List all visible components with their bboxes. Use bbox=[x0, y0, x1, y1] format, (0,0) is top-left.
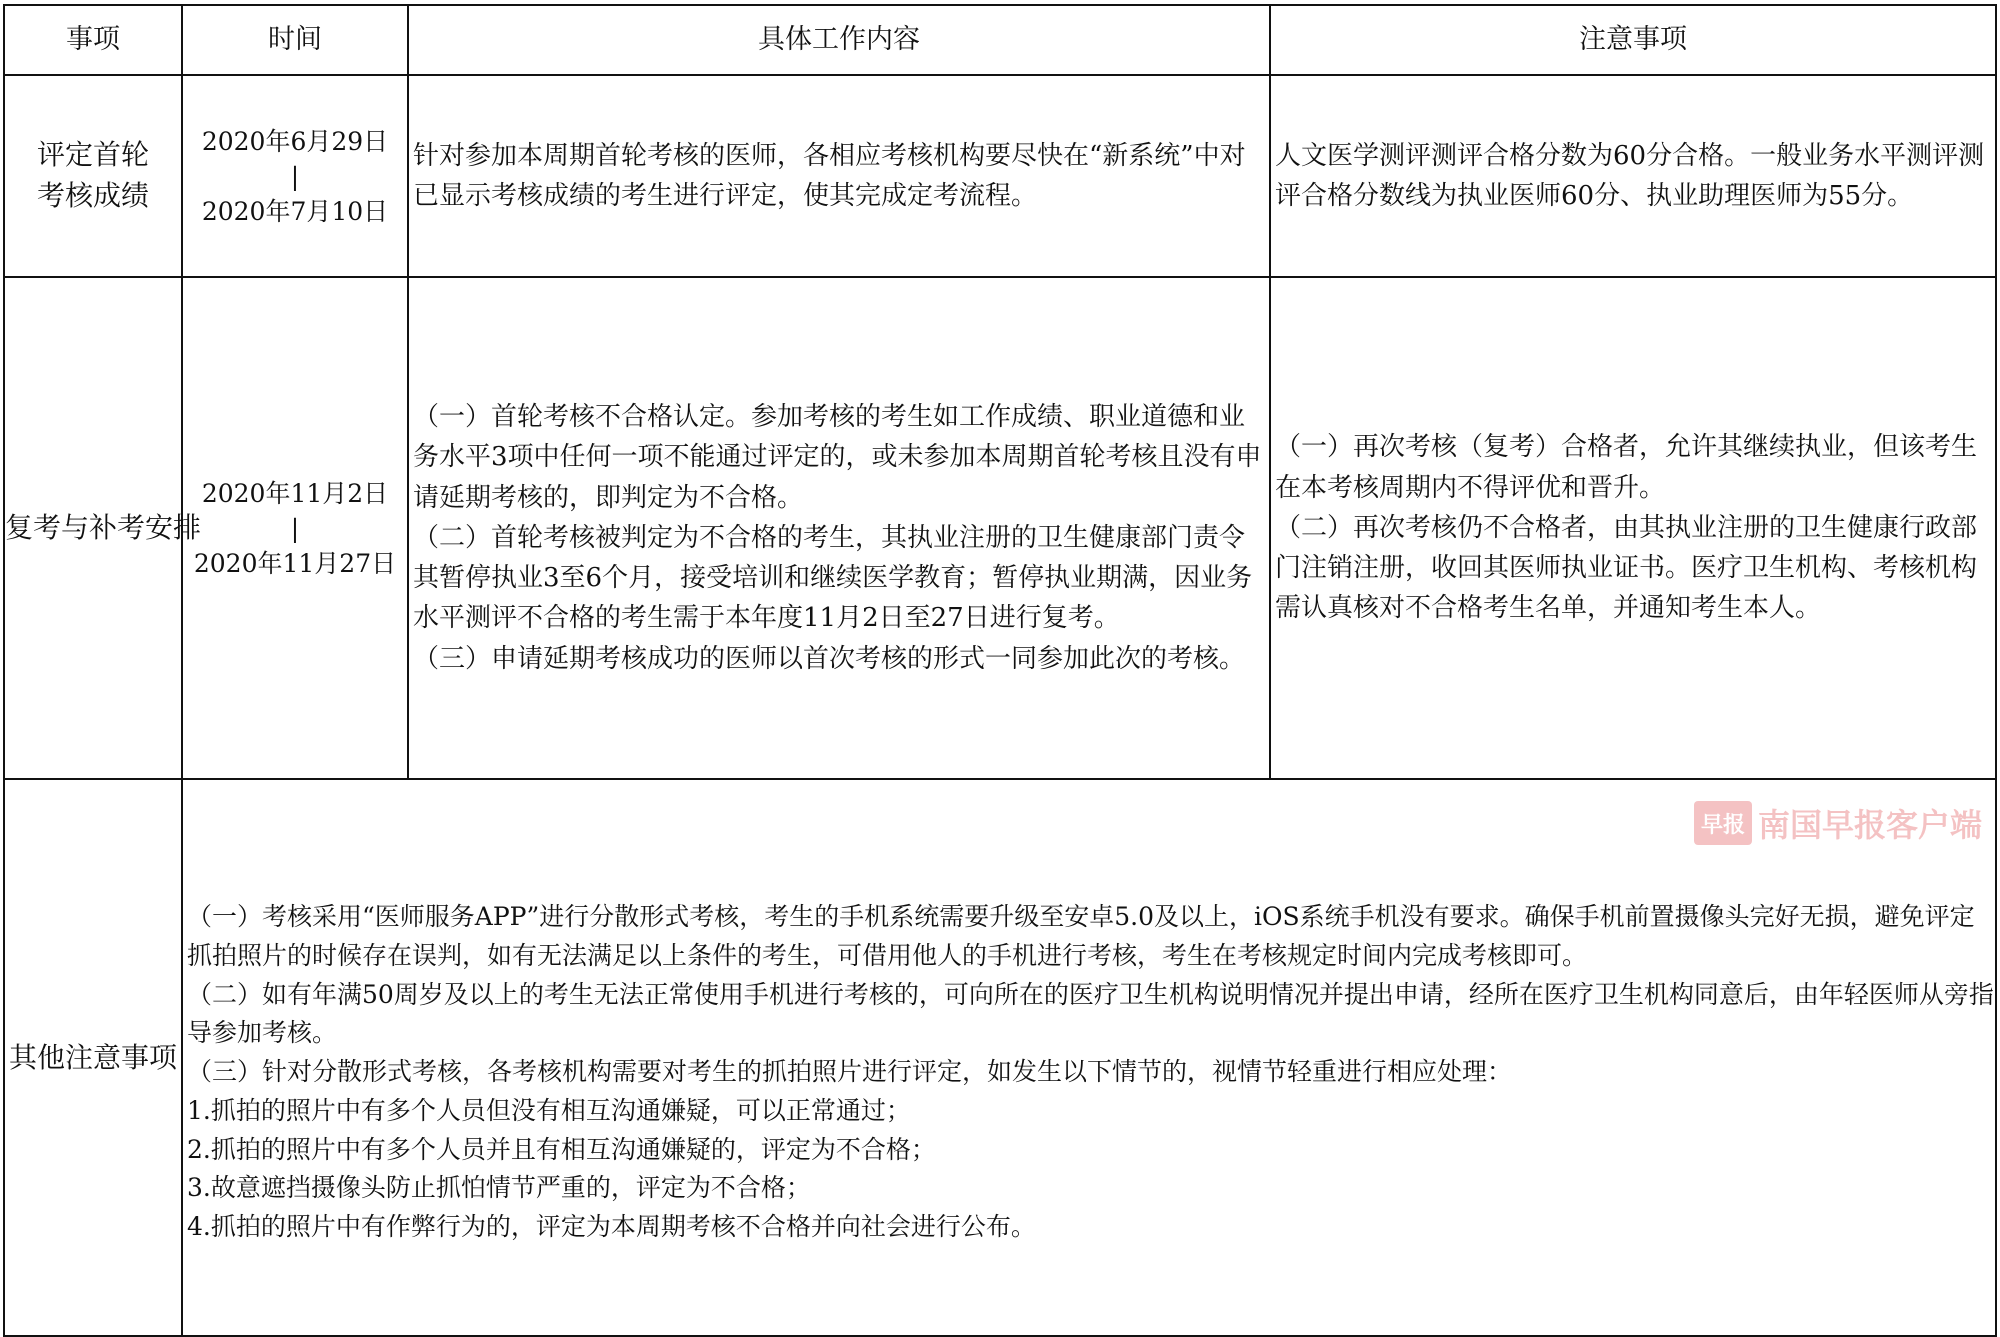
row-time bbox=[182, 75, 408, 277]
exam-schedule-table bbox=[3, 4, 1997, 1337]
time-start: 2020年11月2日 bbox=[201, 478, 389, 508]
content-paragraph: （一）考核采用“医师服务APP”进行分散形式考核，考生的手机系统需要升级至安卓5.0及以上，iOS系统手机没有要求。确保手机前置摄像头完好无损，避免评定抓拍照片的时候存在误判，如有无法满足以上条件的考生，可借用他人的手机进行考核，考生在考核规定时间内完成考核即可。 bbox=[187, 902, 1975, 970]
notes-paragraph: （二）再次考核仍不合格者，由其执业注册的卫生健康行政部门注销注册，收回其医师执业证书。医疗卫生机构、考核机构需认真核对不合格考生名单，并通知考生本人。 bbox=[1275, 512, 1978, 624]
time-separator: | bbox=[290, 513, 300, 543]
row-item bbox=[4, 75, 182, 277]
content-list-item: 1.抓拍的照片中有多个人员但没有相互沟通嫌疑，可以正常通过； bbox=[187, 1095, 911, 1125]
watermark-brand: 南国早报客户端 bbox=[1757, 806, 1982, 844]
content-paragraph: （二）如有年满50周岁及以上的考生无法正常使用手机进行考核的，可向所在的医疗卫生机构说明情况并提出申请，经所在医疗卫生机构同意后，由年轻医师从旁指导参加考核。 bbox=[187, 979, 1994, 1048]
row-notes bbox=[1270, 75, 1996, 277]
watermark bbox=[1694, 800, 1982, 846]
row-item-label: 复考与补考安排 bbox=[5, 511, 202, 545]
newspaper-logo-icon: 早报 bbox=[1694, 801, 1752, 845]
table-row bbox=[4, 75, 1996, 277]
notes-paragraph: （一）再次考核（复考）合格者，允许其继续执业，但该考生在本考核周期内不得评优和晋升。 bbox=[1275, 432, 1978, 503]
table-row bbox=[4, 779, 1996, 1336]
content-list-item: 4.抓拍的照片中有作弊行为的，评定为本周期考核不合格并向社会进行公布。 bbox=[187, 1212, 1036, 1242]
row-time bbox=[182, 277, 408, 779]
content-paragraph: （三）针对分散形式考核，各考核机构需要对考生的抓拍照片进行评定，如发生以下情节的，视情节轻重进行相应处理： bbox=[187, 1057, 1513, 1087]
notes-paragraph: 人文医学测评测评合格分数为60分合格。一般业务水平测评测评合格分数线为执业医师60分、执业助理医师为55分。 bbox=[1275, 140, 1985, 211]
time-start: 2020年6月29日 bbox=[201, 126, 389, 156]
header-time: 时间 bbox=[182, 5, 408, 75]
content-list-item: 3.故意遮挡摄像头防止抓怕情节严重的，评定为不合格； bbox=[187, 1173, 811, 1203]
content-paragraph: （二）首轮考核被判定为不合格的考生，其执业注册的卫生健康部门责令其暂停执业3至6个月，接受培训和继续医学教育；暂停执业期满，因业务水平测评不合格的考生需于本年度11月2日至27日进行复考。 bbox=[413, 522, 1253, 634]
time-end: 2020年7月10日 bbox=[201, 196, 389, 226]
row-content bbox=[182, 779, 1996, 1336]
row-content bbox=[408, 75, 1270, 277]
table-row bbox=[4, 277, 1996, 779]
row-notes bbox=[1270, 277, 1996, 779]
content-paragraph: 针对参加本周期首轮考核的医师，各相应考核机构要尽快在“新系统”中对已显示考核成绩的考生进行评定，使其完成定考流程。 bbox=[413, 140, 1246, 211]
header-item: 事项 bbox=[4, 5, 182, 75]
row-item bbox=[4, 277, 202, 779]
content-paragraph: （一）首轮考核不合格认定。参加考核的考生如工作成绩、职业道德和业务水平3项中任何一项不能通过评定的，或未参加本周期首轮考核且没有申请延期考核的，即判定为不合格。 bbox=[413, 401, 1262, 513]
time-separator: | bbox=[290, 161, 300, 191]
header-row bbox=[4, 5, 1996, 75]
header-notes: 注意事项 bbox=[1270, 5, 1996, 75]
row-item-label: 评定首轮考核成绩 bbox=[36, 138, 149, 212]
header-content: 具体工作内容 bbox=[408, 5, 1270, 75]
row-content bbox=[408, 277, 1270, 779]
row-item bbox=[4, 779, 182, 1336]
row-item-label: 其他注意事项 bbox=[8, 1040, 177, 1074]
time-end: 2020年11月27日 bbox=[193, 548, 397, 578]
content-list-item: 2.抓拍的照片中有多个人员并且有相互沟通嫌疑的，评定为不合格； bbox=[187, 1134, 936, 1164]
content-paragraph: （三）申请延期考核成功的医师以首次考核的形式一同参加此次的考核。 bbox=[413, 643, 1246, 674]
